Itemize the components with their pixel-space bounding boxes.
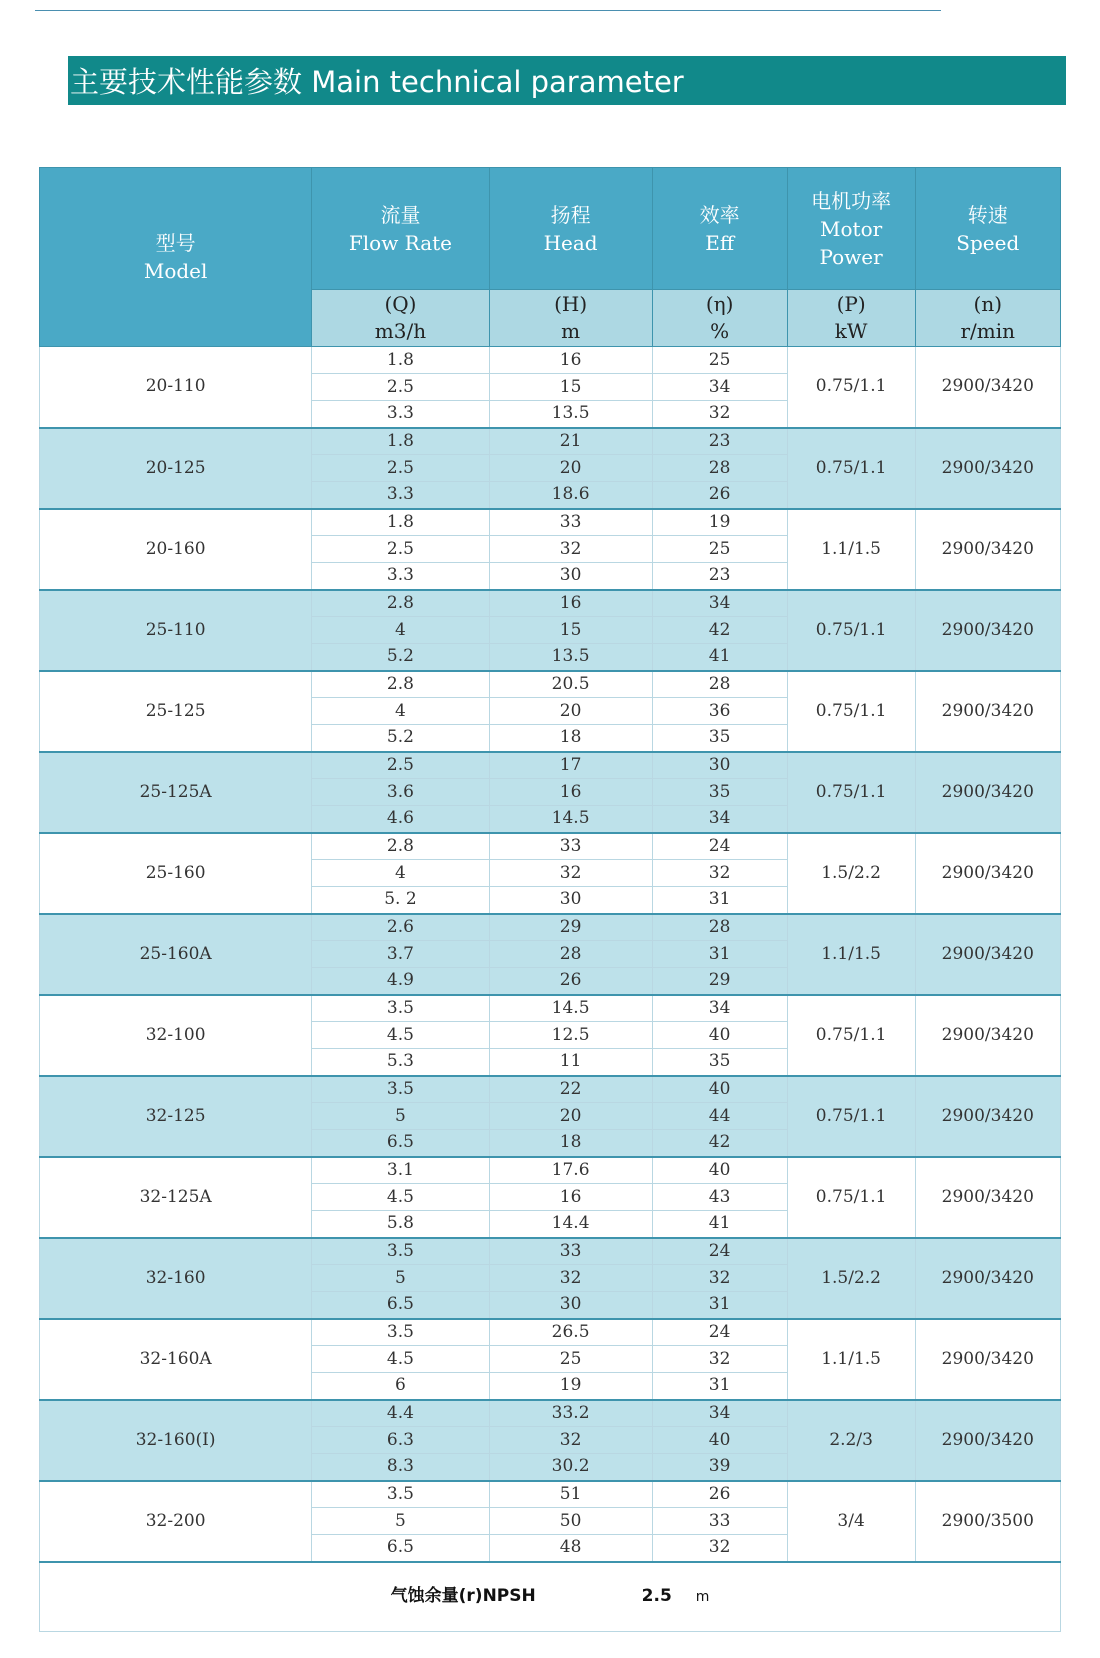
head-cell: 33.2 — [489, 1400, 652, 1427]
head-cell: 29 — [489, 914, 652, 941]
power-cell: 0.75/1.1 — [787, 590, 915, 671]
flow-cell: 4.6 — [312, 806, 489, 833]
eff-cell: 36 — [652, 698, 787, 725]
table-row — [40, 1238, 1061, 1265]
header-model-en: Model — [143, 259, 208, 283]
head-cell: 30 — [489, 887, 652, 914]
power-cell: 0.75/1.1 — [787, 1157, 915, 1238]
table-row — [40, 347, 1061, 374]
eff-cell: 32 — [652, 1346, 787, 1373]
model-cell: 20-160 — [40, 509, 312, 590]
eff-cell: 39 — [652, 1454, 787, 1481]
head-cell: 20 — [489, 698, 652, 725]
eff-cell: 34 — [652, 806, 787, 833]
table-row — [40, 995, 1061, 1022]
table-row — [40, 1076, 1061, 1103]
header-eff-en: Eff — [705, 230, 735, 255]
head-cell: 32 — [489, 1265, 652, 1292]
eff-cell: 26 — [652, 1481, 787, 1508]
model-cell: 25-125 — [40, 671, 312, 752]
header-power-en1: Motor — [820, 216, 883, 241]
eff-cell: 32 — [652, 1265, 787, 1292]
top-divider — [35, 10, 941, 11]
header-power-en2: Power — [819, 244, 883, 269]
eff-cell: 40 — [652, 1022, 787, 1049]
head-cell: 15 — [489, 374, 652, 401]
eff-cell: 34 — [652, 1400, 787, 1427]
header-eff — [652, 168, 787, 290]
speed-cell: 2900/3420 — [915, 347, 1060, 428]
flow-cell: 5 — [312, 1265, 489, 1292]
power-cell: 0.75/1.1 — [787, 428, 915, 509]
head-cell: 16 — [489, 347, 652, 374]
header-power-cn: 电机功率 — [811, 188, 892, 213]
model-cell: 32-160 — [40, 1238, 312, 1319]
header-flow — [312, 168, 489, 290]
table-row — [40, 752, 1061, 779]
speed-cell: 2900/3420 — [915, 590, 1060, 671]
flow-cell: 5.2 — [312, 644, 489, 671]
eff-cell: 28 — [652, 914, 787, 941]
flow-cell: 4 — [312, 617, 489, 644]
flow-cell: 3.7 — [312, 941, 489, 968]
head-cell: 18 — [489, 725, 652, 752]
model-cell: 25-110 — [40, 590, 312, 671]
model-cell: 25-160A — [40, 914, 312, 995]
speed-cell: 2900/3420 — [915, 1238, 1060, 1319]
head-cell: 33 — [489, 1238, 652, 1265]
power-cell: 0.75/1.1 — [787, 347, 915, 428]
model-cell: 20-125 — [40, 428, 312, 509]
eff-cell: 31 — [652, 887, 787, 914]
eff-cell: 35 — [652, 1049, 787, 1076]
eff-cell: 24 — [652, 1238, 787, 1265]
head-cell: 32 — [489, 1427, 652, 1454]
unit-speed — [915, 290, 1060, 347]
header-speed — [915, 168, 1060, 290]
table-row — [40, 914, 1061, 941]
flow-cell: 3.6 — [312, 779, 489, 806]
flow-cell: 3.3 — [312, 401, 489, 428]
unit-power-unit: kW — [834, 319, 868, 343]
head-cell: 18 — [489, 1130, 652, 1157]
head-cell: 48 — [489, 1535, 652, 1562]
header-model — [40, 168, 312, 347]
head-cell: 26.5 — [489, 1319, 652, 1346]
parameter-table — [39, 167, 1061, 1632]
head-cell: 14.4 — [489, 1211, 652, 1238]
header-head — [489, 168, 652, 290]
speed-cell: 2900/3420 — [915, 914, 1060, 995]
unit-head-symbol: (H) — [554, 292, 588, 316]
eff-cell: 32 — [652, 1535, 787, 1562]
speed-cell: 2900/3420 — [915, 752, 1060, 833]
table-row — [40, 1481, 1061, 1508]
eff-cell: 30 — [652, 752, 787, 779]
head-cell: 17 — [489, 752, 652, 779]
flow-cell: 2.5 — [312, 374, 489, 401]
flow-cell: 3.5 — [312, 1481, 489, 1508]
flow-cell: 2.5 — [312, 536, 489, 563]
eff-cell: 23 — [652, 563, 787, 590]
flow-cell: 3.3 — [312, 482, 489, 509]
eff-cell: 31 — [652, 1373, 787, 1400]
unit-flow — [312, 290, 489, 347]
table-row — [40, 1400, 1061, 1427]
eff-cell: 35 — [652, 725, 787, 752]
flow-cell: 2.8 — [312, 590, 489, 617]
eff-cell: 33 — [652, 1508, 787, 1535]
flow-cell: 4.9 — [312, 968, 489, 995]
power-cell: 1.1/1.5 — [787, 509, 915, 590]
head-cell: 30 — [489, 1292, 652, 1319]
section-title-text: 主要技术性能参数 Main technical parameter — [70, 65, 684, 99]
eff-cell: 35 — [652, 779, 787, 806]
speed-cell: 2900/3420 — [915, 1319, 1060, 1400]
flow-cell: 5. 2 — [312, 887, 489, 914]
head-cell: 32 — [489, 860, 652, 887]
flow-cell: 2.8 — [312, 671, 489, 698]
unit-power — [787, 290, 915, 347]
model-cell: 25-125A — [40, 752, 312, 833]
head-cell: 33 — [489, 833, 652, 860]
eff-cell: 43 — [652, 1184, 787, 1211]
flow-cell: 3.5 — [312, 995, 489, 1022]
head-cell: 15 — [489, 617, 652, 644]
flow-cell: 2.5 — [312, 752, 489, 779]
speed-cell: 2900/3500 — [915, 1481, 1060, 1562]
flow-cell: 3.5 — [312, 1238, 489, 1265]
table-row — [40, 1319, 1061, 1346]
flow-cell: 3.1 — [312, 1157, 489, 1184]
header-flow-en: Flow Rate — [348, 230, 452, 255]
npsh-label: 气蚀余量(r)NPSH — [390, 1586, 536, 1606]
power-cell: 1.5/2.2 — [787, 833, 915, 914]
eff-cell: 32 — [652, 860, 787, 887]
eff-cell: 24 — [652, 1319, 787, 1346]
table-row — [40, 428, 1061, 455]
flow-cell: 8.3 — [312, 1454, 489, 1481]
model-cell: 32-100 — [40, 995, 312, 1076]
flow-cell: 2.6 — [312, 914, 489, 941]
model-cell: 32-200 — [40, 1481, 312, 1562]
eff-cell: 29 — [652, 968, 787, 995]
npsh-row — [40, 1562, 1061, 1632]
eff-cell: 25 — [652, 536, 787, 563]
eff-cell: 31 — [652, 941, 787, 968]
power-cell: 0.75/1.1 — [787, 752, 915, 833]
flow-cell: 4.5 — [312, 1022, 489, 1049]
unit-flow-symbol: (Q) — [384, 292, 417, 316]
speed-cell: 2900/3420 — [915, 509, 1060, 590]
eff-cell: 44 — [652, 1103, 787, 1130]
power-cell: 1.5/2.2 — [787, 1238, 915, 1319]
eff-cell: 41 — [652, 644, 787, 671]
eff-cell: 40 — [652, 1157, 787, 1184]
head-cell: 26 — [489, 968, 652, 995]
unit-eff — [652, 290, 787, 347]
unit-speed-unit: r/min — [960, 319, 1016, 343]
eff-cell: 26 — [652, 482, 787, 509]
power-cell: 1.1/1.5 — [787, 914, 915, 995]
head-cell: 14.5 — [489, 995, 652, 1022]
flow-cell: 3.3 — [312, 563, 489, 590]
model-cell: 32-125A — [40, 1157, 312, 1238]
flow-cell: 4.5 — [312, 1346, 489, 1373]
head-cell: 20 — [489, 1103, 652, 1130]
head-cell: 22 — [489, 1076, 652, 1103]
head-cell: 21 — [489, 428, 652, 455]
eff-cell: 40 — [652, 1076, 787, 1103]
head-cell: 25 — [489, 1346, 652, 1373]
eff-cell: 34 — [652, 590, 787, 617]
flow-cell: 2.5 — [312, 455, 489, 482]
eff-cell: 28 — [652, 671, 787, 698]
model-cell: 32-125 — [40, 1076, 312, 1157]
npsh-unit: m — [695, 1589, 710, 1605]
head-cell: 16 — [489, 590, 652, 617]
table-row — [40, 671, 1061, 698]
unit-eff-unit: % — [710, 319, 730, 343]
eff-cell: 42 — [652, 1130, 787, 1157]
unit-flow-unit: m3/h — [374, 319, 427, 343]
head-cell: 50 — [489, 1508, 652, 1535]
head-cell: 33 — [489, 509, 652, 536]
unit-head-unit: m — [561, 319, 581, 343]
table-row — [40, 1157, 1061, 1184]
head-cell: 28 — [489, 941, 652, 968]
flow-cell: 2.8 — [312, 833, 489, 860]
header-head-en: Head — [543, 230, 598, 255]
flow-cell: 3.5 — [312, 1319, 489, 1346]
power-cell: 0.75/1.1 — [787, 671, 915, 752]
unit-speed-symbol: (n) — [973, 292, 1003, 316]
head-cell: 32 — [489, 536, 652, 563]
power-cell: 0.75/1.1 — [787, 1076, 915, 1157]
flow-cell: 5.2 — [312, 725, 489, 752]
header-speed-en: Speed — [956, 230, 1020, 255]
speed-cell: 2900/3420 — [915, 428, 1060, 509]
unit-power-symbol: (P) — [836, 292, 866, 316]
speed-cell: 2900/3420 — [915, 1157, 1060, 1238]
head-cell: 51 — [489, 1481, 652, 1508]
speed-cell: 2900/3420 — [915, 671, 1060, 752]
eff-cell: 23 — [652, 428, 787, 455]
speed-cell: 2900/3420 — [915, 1400, 1060, 1481]
section-title — [68, 56, 1066, 105]
flow-cell: 1.8 — [312, 428, 489, 455]
head-cell: 16 — [489, 1184, 652, 1211]
speed-cell: 2900/3420 — [915, 995, 1060, 1076]
eff-cell: 41 — [652, 1211, 787, 1238]
header-flow-cn: 流量 — [380, 202, 421, 227]
flow-cell: 3.5 — [312, 1076, 489, 1103]
flow-cell: 4 — [312, 860, 489, 887]
head-cell: 30 — [489, 563, 652, 590]
head-cell: 11 — [489, 1049, 652, 1076]
head-cell: 13.5 — [489, 644, 652, 671]
model-cell: 20-110 — [40, 347, 312, 428]
eff-cell: 32 — [652, 401, 787, 428]
eff-cell: 34 — [652, 374, 787, 401]
eff-cell: 40 — [652, 1427, 787, 1454]
model-cell: 32-160A — [40, 1319, 312, 1400]
header-power — [787, 168, 915, 290]
head-cell: 14.5 — [489, 806, 652, 833]
head-cell: 20.5 — [489, 671, 652, 698]
flow-cell: 6.3 — [312, 1427, 489, 1454]
flow-cell: 5 — [312, 1508, 489, 1535]
header-eff-cn: 效率 — [699, 202, 740, 227]
flow-cell: 6.5 — [312, 1535, 489, 1562]
model-cell: 25-160 — [40, 833, 312, 914]
head-cell: 16 — [489, 779, 652, 806]
eff-cell: 25 — [652, 347, 787, 374]
unit-eff-symbol: (η) — [705, 292, 734, 316]
flow-cell: 6 — [312, 1373, 489, 1400]
flow-cell: 1.8 — [312, 347, 489, 374]
power-cell: 0.75/1.1 — [787, 995, 915, 1076]
flow-cell: 1.8 — [312, 509, 489, 536]
unit-head — [489, 290, 652, 347]
head-cell: 30.2 — [489, 1454, 652, 1481]
head-cell: 20 — [489, 455, 652, 482]
flow-cell: 4.5 — [312, 1184, 489, 1211]
table-row — [40, 590, 1061, 617]
power-cell: 1.1/1.5 — [787, 1319, 915, 1400]
eff-cell: 34 — [652, 995, 787, 1022]
head-cell: 17.6 — [489, 1157, 652, 1184]
flow-cell: 4 — [312, 698, 489, 725]
eff-cell: 42 — [652, 617, 787, 644]
flow-cell: 6.5 — [312, 1292, 489, 1319]
head-cell: 19 — [489, 1373, 652, 1400]
table-row — [40, 833, 1061, 860]
header-speed-cn: 转速 — [967, 202, 1008, 227]
header-head-cn: 扬程 — [550, 202, 591, 227]
flow-cell: 5.8 — [312, 1211, 489, 1238]
npsh-value: 2.5 — [641, 1586, 672, 1606]
eff-cell: 19 — [652, 509, 787, 536]
eff-cell: 24 — [652, 833, 787, 860]
eff-cell: 31 — [652, 1292, 787, 1319]
flow-cell: 5 — [312, 1103, 489, 1130]
power-cell: 3/4 — [787, 1481, 915, 1562]
eff-cell: 28 — [652, 455, 787, 482]
power-cell: 2.2/3 — [787, 1400, 915, 1481]
head-cell: 18.6 — [489, 482, 652, 509]
flow-cell: 6.5 — [312, 1130, 489, 1157]
speed-cell: 2900/3420 — [915, 1076, 1060, 1157]
flow-cell: 5.3 — [312, 1049, 489, 1076]
head-cell: 13.5 — [489, 401, 652, 428]
head-cell: 12.5 — [489, 1022, 652, 1049]
header-model-cn: 型号 — [155, 231, 196, 255]
flow-cell: 4.4 — [312, 1400, 489, 1427]
table-row — [40, 509, 1061, 536]
speed-cell: 2900/3420 — [915, 833, 1060, 914]
model-cell: 32-160(I) — [40, 1400, 312, 1481]
